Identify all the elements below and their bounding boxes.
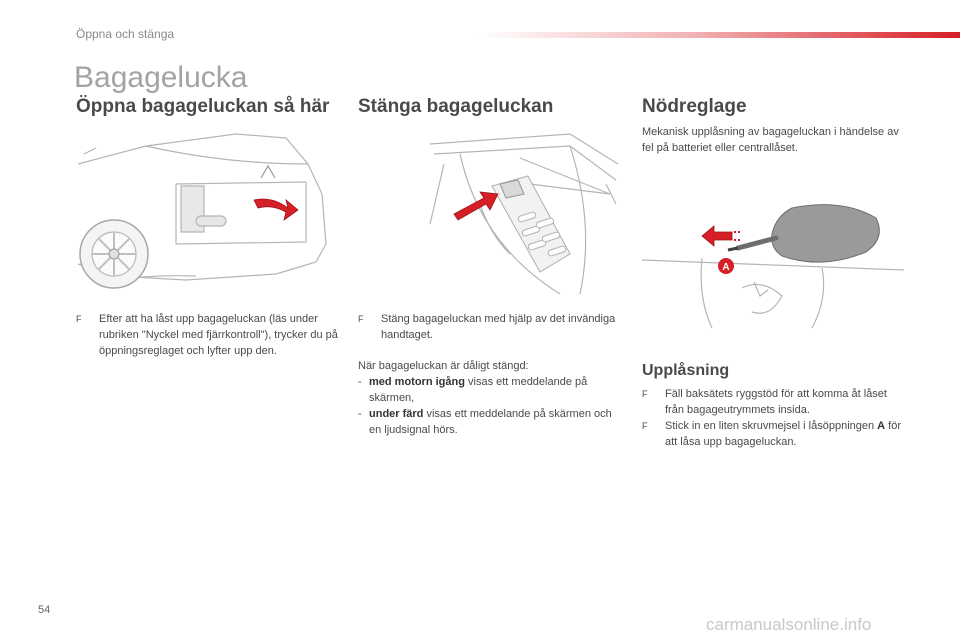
warning-engine-running: [358, 374, 620, 406]
dash-mark: -: [358, 376, 362, 388]
bullet-text: Stäng bagageluckan med hjälp av det invändiga handtaget.: [381, 313, 616, 341]
warning-description: visas ett meddelande på skärmen och en ljudsignal hörs.: [369, 408, 612, 436]
bullet-text: Efter att ha låst upp bagageluckan (läs under rubriken "Nyckel med fjärrkontroll"), trycker du på öppningsreglaget och lyfter upp den.: [99, 313, 338, 357]
screwdriver-lock-release-illustration: [642, 178, 904, 332]
badly-closed-intro: När bagageluckan är dåligt stängd:: [358, 360, 529, 372]
running-header: Öppna och stänga: [76, 27, 175, 41]
tailgate-inner-handle-illustration: [420, 124, 620, 302]
warning-while-driving: [358, 406, 620, 438]
bullet-close-instruction: [358, 311, 620, 343]
warning-description: visas ett meddelande på skärmen,: [369, 376, 588, 404]
watermark: carmanualsonline.info: [706, 615, 872, 634]
page-number: 54: [38, 604, 51, 616]
emergency-release-intro: Mekanisk upplåsning av bagageluckan i händelse av fel på batteriet eller centrallåset.: [642, 126, 899, 154]
bullet-text: Fäll baksätets ryggstöd för att komma åt låset från bagageutrymmets insida.: [665, 388, 887, 416]
bullet-mark: F: [642, 389, 648, 399]
heading-release: Upplåsning: [642, 362, 730, 379]
bullet-open-instruction: [76, 311, 344, 359]
bullet-text-end: för att låsa upp bagageluckan.: [665, 420, 902, 448]
heading-emergency-release: Nödreglage: [642, 96, 747, 117]
warning-condition: under färd: [369, 408, 424, 420]
dash-mark: -: [358, 408, 362, 420]
callout-a-label: A: [722, 262, 730, 273]
bullet-mark: F: [358, 314, 364, 324]
header-accent-bar: [478, 32, 960, 38]
bullet-mark: F: [642, 421, 648, 431]
car-rear-tailgate-open-illustration: [76, 124, 338, 292]
heading-open-tailgate: Öppna bagageluckan så här: [76, 96, 330, 117]
bullet-text: Stick in en liten skruvmejsel i låsöppningen: [665, 420, 878, 432]
bullet-fold-seat: [642, 386, 908, 418]
heading-close-tailgate: Stänga bagageluckan: [358, 96, 554, 117]
lock-opening-label: A: [877, 420, 886, 432]
bullet-insert-screwdriver: [642, 418, 908, 450]
bullet-mark: F: [76, 314, 82, 324]
page-title: Bagagelucka: [74, 61, 248, 94]
warning-condition: med motorn igång: [369, 376, 465, 388]
